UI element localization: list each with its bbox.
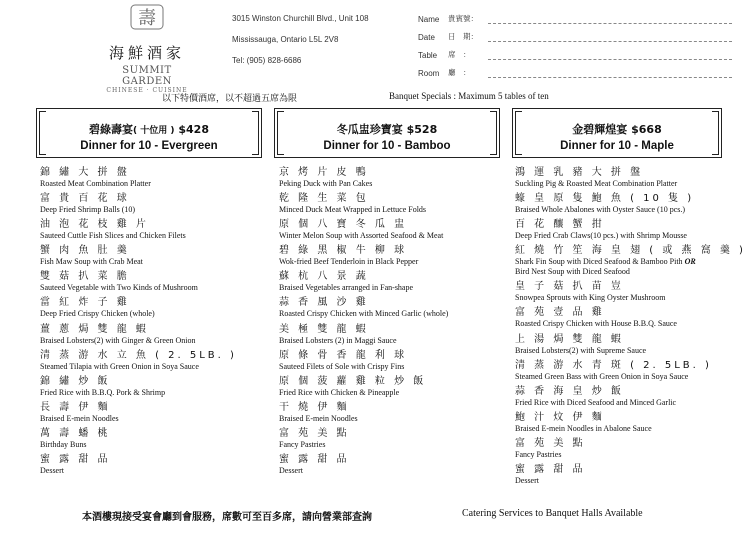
menu-item [515, 306, 746, 329]
item-zh: 薑 蔥 焗 雙 龍 蝦 [40, 323, 149, 335]
item-en: Deep Fried Crispy Chicken (whole) [40, 309, 155, 319]
item-zh: 美 極 雙 龍 蝦 [279, 323, 369, 335]
menu-item [40, 270, 237, 293]
menu-item [40, 427, 237, 450]
menu-item [515, 280, 746, 303]
item-en: Braised Lobsters(2) with Supreme Sauce [515, 345, 647, 355]
item-en: Dessert [515, 476, 539, 486]
form-label-zh: 貴賓號： [448, 14, 478, 23]
item-zh: 上 湯 焗 雙 龍 蝦 [515, 333, 624, 345]
item-en: Fish Maw Soup with Crab Meat [40, 257, 143, 267]
item-zh: 蘇 杭 八 景 蔬 [279, 271, 369, 283]
menu-subtitle: Dinner for 10 - Maple [560, 140, 674, 152]
menu-items-evergreen [40, 166, 237, 479]
menu-title-zh: 冬瓜盅珍寶宴 [336, 123, 403, 136]
item-en: Minced Duck Meat Wrapped in Lettuce Folds [279, 205, 427, 215]
item-zh: 蜜 露 甜 品 [515, 464, 586, 476]
item-en: Wok-fried Beef Tenderloin in Black Pepper [279, 257, 419, 267]
menu-item [515, 411, 746, 434]
item-en: Fried Rice with Diced Seafood and Minced Garlic [515, 397, 677, 407]
form-row-name [418, 6, 738, 24]
item-en: Braised E-mein Noodles in Abalone Sauce [515, 423, 652, 433]
item-en: Braised Lobsters(2) with Ginger & Green Onion [40, 335, 196, 345]
item-en: Snowpea Sprouts with King Oyster Mushroom [515, 293, 666, 303]
item-zh: 蜜 露 甜 品 [279, 454, 350, 466]
footer-zh: 本酒樓現接受宴會廳到會服務，席數可至百多席，請向營業部查詢 [82, 512, 372, 523]
item-en: Braised Whole Abalones with Oyster Sauce (10 pcs.) [515, 205, 686, 215]
menu-item [279, 270, 448, 293]
item-zh: 清 蒸 游 水 青 斑 ( 2. 5LB. ) [515, 359, 712, 371]
menu-item [515, 385, 746, 408]
form-row-date [418, 24, 738, 42]
menu-item [515, 192, 746, 215]
item-zh: 鴻 運 乳 豬 大 拼 盤 [515, 167, 644, 178]
item-zh: 原 條 骨 香 龍 利 球 [279, 349, 408, 361]
item-zh: 原 個 八 寶 冬 瓜 盅 [279, 219, 408, 231]
item-en: Deep Fried Crab Claws(10 pcs.) with Shrimp Mousse [515, 231, 687, 241]
address-line-2: Mississauga, Ontario L5L 2V8 [232, 35, 339, 44]
menu-item [515, 166, 746, 189]
item-zh: 富 苑 美 點 [515, 437, 586, 449]
svg-text:壽: 壽 [138, 8, 156, 29]
item-zh: 百 花 釀 蟹 拑 [515, 219, 605, 231]
item-zh: 長 壽 伊 麵 [40, 401, 111, 413]
item-zh: 碧 綠 黑 椒 牛 柳 球 [279, 245, 408, 257]
item-zh: 萬 壽 蟠 桃 [40, 427, 111, 439]
form-label: Table [418, 51, 438, 60]
item-zh: 原 個 菠 蘿 雞 粒 炒 飯 [279, 375, 427, 387]
date-field[interactable] [488, 33, 732, 42]
item-zh: 富 苑 壹 品 雞 [515, 307, 605, 319]
logo-english-sub: CHINESE · CUISINE [106, 87, 188, 94]
item-en: Dessert [279, 466, 303, 476]
menu-item [40, 218, 237, 241]
item-en: Sauteed Cuttle Fish Slices and Chicken Filets [40, 231, 186, 241]
menu-subtitle: Dinner for 10 - Bamboo [323, 140, 451, 152]
item-zh: 富 貴 百 花 球 [40, 193, 130, 205]
form-label-zh: 日 期： [448, 32, 478, 41]
item-en: Steamed Tilapia with Green Onion in Soya Sauce [40, 361, 199, 371]
item-en: Braised Lobsters (2) in Maggi Sauce [279, 335, 397, 345]
logo-english-name: SUMMIT GARDEN [122, 65, 172, 87]
item-en: Roasted Crispy Chicken with House B.B.Q. Sauce [515, 319, 677, 329]
item-zh: 乾 隆 生 菜 包 [279, 193, 369, 205]
form-row-room [418, 60, 738, 78]
form-label-zh: 廳 ： [448, 68, 471, 77]
item-en: Steamed Green Bass with Green Onion in Soya Sauce [515, 371, 689, 381]
item-zh: 蒜 香 風 沙 雞 [279, 297, 369, 309]
menu-title-note: ( 十位用 ) [133, 126, 175, 136]
menu-item [279, 296, 448, 319]
item-zh: 富 苑 美 點 [279, 427, 350, 439]
menu-subtitle: Dinner for 10 - Evergreen [80, 140, 218, 152]
name-field[interactable] [488, 15, 732, 24]
menu-header-evergreen [36, 108, 262, 158]
menu-item [279, 166, 448, 189]
item-en: Braised E-mein Noodles [279, 413, 358, 423]
item-en: Deep Fried Shrimp Balls (10) [40, 205, 136, 215]
item-zh: 皇 子 菇 扒 苗 豈 [515, 281, 624, 293]
logo-chinese-name: 海鮮酒家 [108, 44, 185, 62]
menu-item [279, 401, 448, 424]
longevity-emblem-icon [127, 2, 167, 32]
menu-item [279, 192, 448, 215]
item-en: Sauteed Filets of Sole with Crispy Fins [279, 361, 405, 371]
item-zh: 蜜 露 甜 品 [40, 454, 111, 466]
item-zh: 蠔 皇 原 隻 鮑 魚 ( 10 隻 ) [515, 193, 695, 205]
menu-title [275, 121, 499, 137]
menu-price: $528 [406, 123, 438, 136]
item-zh: 錦 繡 炒 飯 [40, 375, 111, 387]
menu-items-bamboo [279, 166, 448, 479]
item-zh: 紅 燒 竹 笙 海 皇 翅 ( 或 燕 窩 羹 ) [515, 245, 746, 257]
menu-title-zh: 金碧輝煌宴 [572, 123, 628, 136]
item-zh: 清 蒸 游 水 立 魚 ( 2. 5LB. ) [40, 349, 237, 361]
menu-title-zh: 碧綠壽宴 [89, 123, 134, 136]
form-row-table [418, 42, 738, 60]
item-zh: 蒜 香 海 皇 炒 飯 [515, 385, 624, 397]
menu-item [515, 463, 746, 486]
item-en: Fancy Pastries [515, 449, 562, 459]
item-zh: 京 烤 片 皮 鴨 [279, 167, 369, 178]
item-zh: 干 燒 伊 麵 [279, 401, 350, 413]
menu-item [40, 349, 237, 372]
address-block [232, 8, 369, 71]
menu-item [515, 218, 746, 241]
item-zh: 蟹 肉 魚 肚 羹 [40, 245, 130, 257]
menu-item [279, 375, 448, 398]
item-en [515, 257, 746, 267]
item-en: Braised Vegetables arranged in Fan-shape [279, 283, 414, 293]
menu-item [40, 244, 237, 267]
menu-item [279, 427, 448, 450]
phone-number: Tel: (905) 828-6686 [232, 56, 302, 65]
item-en: Fried Rice with B.B.Q. Pork & Shrimp [40, 387, 166, 397]
item-en: Dessert [40, 466, 64, 476]
item-zh: 鮑 汁 炆 伊 麵 [515, 411, 605, 423]
menu-header-bamboo [274, 108, 500, 158]
menu-header-maple [512, 108, 722, 158]
menu-item [40, 166, 237, 189]
menu-price: $428 [178, 123, 209, 136]
item-en-alt: Bird Nest Soup with Diced Seafood [515, 267, 630, 277]
item-zh: 當 紅 炸 子 雞 [40, 297, 130, 309]
form-label: Room [418, 69, 440, 78]
menu-item [40, 453, 237, 476]
menu-item [40, 296, 237, 319]
menu-item [515, 359, 746, 382]
item-en: Suckling Pig & Roasted Meat Combination Platter [515, 179, 678, 188]
address-line-1: 3015 Winston Churchill Blvd., Unit 108 [232, 14, 369, 23]
menu-title [37, 121, 261, 137]
item-zh: 錦 繡 大 拼 盤 [40, 167, 130, 178]
menu-item [515, 333, 746, 356]
menu-title [513, 121, 721, 137]
menu-item [279, 453, 448, 476]
footer-en: Catering Services to Banquet Halls Available [462, 508, 643, 519]
item-en: Fancy Pastries [279, 439, 326, 449]
item-en: Winter Melon Soup with Assorted Seafood & Meat [279, 231, 444, 241]
reservation-form [418, 6, 738, 78]
item-en: Peking Duck with Pan Cakes [279, 179, 373, 188]
item-en: Sauteed Vegetable with Two Kinds of Mushroom [40, 283, 198, 293]
room-field[interactable] [488, 69, 732, 78]
menu-price: $668 [631, 123, 662, 136]
restaurant-logo [96, 2, 198, 92]
menu-item [279, 349, 448, 372]
menu-items-maple [515, 166, 746, 489]
item-zh: 油 泡 花 枝 雞 片 [40, 219, 149, 231]
menu-item [515, 244, 746, 277]
banner-zh: 以下特價酒席，以不超過五席為限 [162, 94, 298, 104]
banner-en: Banquet Specials : Maximum 5 tables of ten [389, 91, 549, 101]
menu-item [515, 437, 746, 460]
item-en: Braised E-mein Noodles [40, 413, 119, 423]
form-label: Date [418, 33, 435, 42]
item-en-part: Shark Fin Soup with Diced Seafood & Bamboo Pith [515, 257, 683, 267]
form-label: Name [418, 15, 440, 24]
menu-item [279, 218, 448, 241]
item-en: Roasted Meat Combination Platter [40, 179, 151, 188]
item-en: Fried Rice with Chicken & Pineapple [279, 387, 400, 397]
item-en-or: OR [684, 257, 696, 267]
menu-item [40, 375, 237, 398]
form-label-zh: 席 ： [448, 50, 471, 59]
menu-item [279, 244, 448, 267]
menu-item [279, 323, 448, 346]
table-field[interactable] [488, 51, 732, 60]
menu-item [40, 323, 237, 346]
menu-item [40, 401, 237, 424]
item-zh: 雙 菇 扒 菜 膽 [40, 271, 130, 283]
menu-item [40, 192, 237, 215]
item-en: Birthday Buns [40, 439, 87, 449]
item-en: Roasted Crispy Chicken with Minced Garlic (whole) [279, 309, 449, 319]
